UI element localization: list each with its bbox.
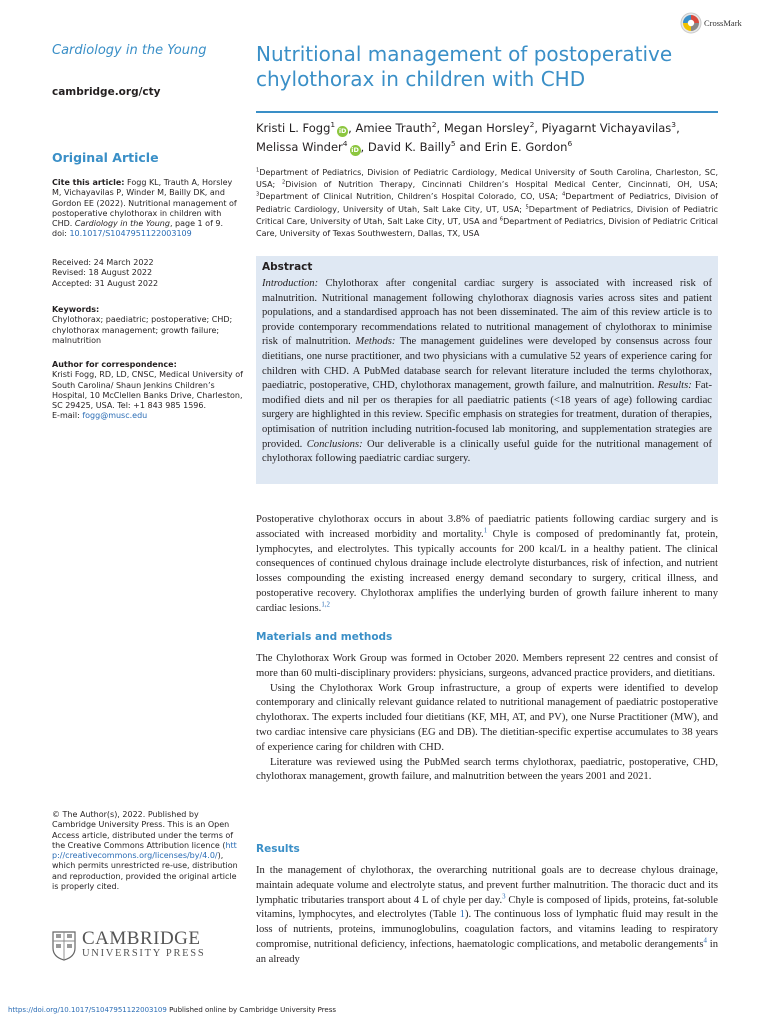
article-title: Nutritional management of postoperative chylothorax in children with CHD [256, 42, 673, 91]
author-name: Piyagarnt Vichayavilas [541, 121, 672, 135]
table-link[interactable]: 1 [459, 909, 465, 921]
author-affiliation-number: 3 [671, 120, 677, 130]
cite-text: Fogg KL, Trauth A, Horsley M, Vichayavilas P, Winder M, Bailly DK, and Gordon EE (2022). Nutritional management of postoperative chylothorax in children with CHD. [52, 178, 237, 229]
cambridge-crest-icon [52, 931, 76, 961]
accepted-date: Accepted: 31 August 2022 [52, 278, 159, 288]
intro-text-b: Chyle is composed of predominantly fat, protein, lymphocytes, and electrolytes. This typically accounts for 200 kcal/L in a healthy patient. The clinical consequences of continued chylous drainage include electrolyte disturbances, risk of infection, and nutrient losses compounding the existing increased energy demand secondary to surgery, critical illness, and postoperative recovery. Chylothorax amplifies the underlying burden of growth failure inherent to many cardiac lesions. [256, 528, 718, 614]
results-paragraph-1 [256, 864, 718, 968]
journal-url[interactable]: cambridge.org/cty [52, 86, 161, 98]
affiliation-number: 3 [256, 191, 260, 198]
author-name: Amiee Trauth [355, 121, 432, 135]
abstract-intro: Chylothorax after congenital cardiac surgery is associated with increased risk of malnutrition. Nutritional management following chylothorax diagnosis varies across sites and patient populations, and a standardised approach has not been disseminated. The aim of this review article is to provide contemporary recommendations related to nutritional management of chylothorax to minimise risk of malnutrition. [262, 278, 712, 348]
orcid-icon[interactable]: iD [338, 127, 347, 135]
results-text-c: ). The continuous loss of lymphatic fluid may result in the loss of nutrients, proteins, immunoglobulins, coagulation factors, and vitamins leading to respiratory compromise, nutritional deficiency, infections, haematologic complications, and metabolic derangements [256, 909, 718, 950]
keywords-text: Chylothorax; paediatric; postoperative; CHD; chylothorax management; growth failure; malnutrition [52, 315, 233, 345]
author-list [256, 119, 718, 157]
author-name: Melissa Winder [256, 140, 343, 154]
ref-link[interactable]: 4 [703, 937, 707, 945]
page-footer [8, 1006, 336, 1014]
author-separator: and [455, 140, 485, 154]
author-separator: , [676, 121, 680, 135]
abstract-box [256, 256, 718, 484]
abstract-conclusions: Our deliverable is a clinically useful guide for the nutritional management of chylothorax following paediatric cardiac surgery. [262, 438, 712, 465]
abstract-results: Fat-modified diets and nil per os therapies for all paediatric patients (<18 years of age) following cardiac surgery are highlighted in this review. Specific emphasis on strategies for treatment, duration of therapies, optimisation of nutrition including nutrition-focused lab monitoring, and supplementation strategies are provided. [262, 380, 712, 450]
author-name: Kristi L. Fogg [256, 121, 331, 135]
cambridge-university-press-logo [52, 928, 212, 964]
abstract-heading: Abstract [262, 261, 313, 273]
license-block [52, 810, 242, 892]
cite-doi-link[interactable]: 10.1017/S1047951122003109 [69, 229, 192, 239]
email-label: E-mail: [52, 411, 83, 421]
results-text-d: in an already [256, 938, 719, 965]
ref-link[interactable]: 1,2 [321, 601, 330, 609]
affiliation-number: 4 [561, 191, 566, 198]
abstract-results-label: Results: [657, 380, 692, 392]
footer-published: Published online by Cambridge University Press [166, 1006, 337, 1014]
affiliation-text: Division of Nutrition Therapy, Cincinnati Children’s Hospital Medical Center, Cincinnati, OH, USA; [285, 180, 718, 190]
abstract-body [262, 277, 712, 467]
article-dates [52, 258, 244, 289]
author-separator: , [360, 140, 368, 154]
citation-block [52, 178, 244, 240]
abstract-conclusions-label: Conclusions: [306, 438, 363, 450]
logo-line-2: UNIVERSITY PRESS [82, 948, 206, 959]
cite-journal: Cardiology in the Young [74, 219, 170, 229]
title-divider [256, 111, 718, 113]
affiliation-text: Department of Pediatrics, Division of Pediatric Critical Care, University of Texas Southwestern, Dallas, TX, USA [256, 216, 718, 239]
received-date: Received: 24 March 2022 [52, 258, 154, 267]
keywords-block [52, 305, 244, 346]
affiliation-text: Department of Pediatrics, Division of Pediatric Critical Care, University of Utah, Salt Lake City, UT, USA and [256, 204, 719, 226]
author-line-1 [256, 119, 718, 138]
affiliation-text: Department of Pediatrics, Division of Pediatric Cardiology, University of Utah, Salt Lake City, UT, USA; [256, 192, 719, 214]
author-affiliation-number: 1 [330, 120, 336, 130]
affiliation-text: Department of Pediatrics, Division of Pediatric Cardiology, Medical University of South Carolina, Charleston, SC, USA; [256, 168, 718, 190]
abstract-methods: The management guidelines were developed by consensus across four dietitians, one nurse practitioner, and two physicians with a cumulative 52 years of experience caring for children with CHD. A PubMed database search for relevant literature included the terms chylothorax, paediatric, postoperative, CHD, chylothorax management, growth failure, and malnutrition. [262, 336, 713, 392]
abstract-intro-label: Introduction: [262, 278, 319, 289]
author-affiliation-number: 2 [529, 120, 535, 130]
license-link[interactable]: http://creativecommons.org/licenses/by/4.0/ [52, 840, 237, 861]
intro-paragraph [256, 513, 718, 617]
ref-link[interactable]: 3 [502, 893, 506, 901]
author-line-2 [256, 138, 718, 157]
author-name: Erin E. Gordon [484, 140, 568, 154]
orcid-icon[interactable]: iD [351, 146, 359, 154]
methods-section [256, 652, 718, 785]
ref-link[interactable]: 1 [483, 527, 488, 535]
keywords-label: Keywords: [52, 305, 100, 314]
correspondence-block [52, 360, 244, 422]
introduction-section [256, 513, 718, 617]
crossmark-badge[interactable] [680, 12, 742, 34]
results-text-a: In the management of chylothorax, the overarching nutritional goals are to decrease chylous drainage, maintain adequate volume and electrolyte status, and prevent further malnutrition. The thoracic duct and its lymphatic tributaries transport about 4 L of chyle per day. [256, 865, 718, 906]
license-text-1: © The Author(s), 2022. Published by Cambridge University Press. This is an Open Access article, distributed under the terms of the Creative Commons Attribution licence ( [52, 810, 234, 850]
logo-line-1: CAMBRIDGE [82, 928, 201, 949]
results-text-b: Chyle is composed of lipids, proteins, fat-soluble vitamins, lymphocytes, and electrolytes (Table [256, 894, 718, 921]
affiliation-number: 6 [499, 216, 504, 223]
methods-heading: Materials and methods [256, 631, 393, 643]
correspondence-label: Author for correspondence: [52, 360, 177, 369]
affiliation-text: Department of Clinical Nutrition, Children’s Hospital Colorado, CO, USA; [259, 192, 562, 202]
crossmark-label: CrossMark [704, 18, 742, 28]
abstract-methods-label: Methods: [355, 336, 396, 348]
license-text-2: ), which permits unrestricted re-use, distribution and reproduction, provided the original article is properly cited. [52, 851, 238, 892]
cite-label: Cite this article: [52, 178, 125, 187]
methods-paragraph-2: Using the Chylothorax Work Group infrastructure, a group of experts were identified to develop contemporary and clinically relevant guidance related to nutritional management of paediatric postoperative chylothorax. The experts included four dietitians (KF, MH, AT, and PV), one Nurse Practitioner (MW), and two cardiac intensive care physicians (EG and DB). The dietitian-specific expertise accumulates to 38 years of experience caring for children with CHD. [256, 682, 718, 753]
author-name: David K. Bailly [367, 140, 451, 154]
author-affiliation-number: 5 [450, 139, 456, 149]
intro-text-a: Postoperative chylothorax occurs in about 3.8% of paediatric patients following cardiac surgery and is associated with increased morbidity and mortality. [256, 514, 718, 540]
methods-paragraph-3: Literature was reviewed using the PubMed search terms chylothorax, paediatric, postoperative, CHD, chylothorax management, growth failure, and malnutrition between the years 2001 and 2021. [256, 756, 718, 783]
author-affiliation-number: 4 [342, 139, 348, 149]
correspondence-email-link[interactable]: fogg@musc.edu [82, 411, 148, 421]
affiliation-number: 5 [525, 203, 529, 210]
author-affiliation-number: 6 [567, 139, 573, 149]
footer-doi-link[interactable]: https://doi.org/10.1017/S1047951122003109 [8, 1006, 167, 1014]
author-name: Megan Horsley [443, 121, 530, 135]
affiliation-number: 2 [281, 179, 286, 186]
results-section [256, 864, 718, 968]
cite-pages: , page 1 of 9. [169, 219, 224, 229]
author-separator: , [436, 121, 444, 135]
affiliation-number: 1 [256, 167, 260, 174]
author-affiliation-number: 2 [431, 120, 437, 130]
crossmark-icon [680, 12, 702, 34]
author-separator: , [534, 121, 542, 135]
cite-doi-label: doi: [52, 229, 70, 239]
results-heading: Results [256, 843, 300, 855]
methods-paragraph-1: The Chylothorax Work Group was formed in October 2020. Members represent 22 centres and consist of more than 60 multi-disciplinary providers: physicians, surgeons, advanced practice providers, and dietitians. [256, 653, 718, 679]
article-type: Original Article [52, 150, 159, 165]
correspondence-text: Kristi Fogg, RD, LD, CNSC, Medical University of South Carolina/ Shaun Jenkins Children’s Hospital, 10 McClellen Banks Drive, Charleston, SC 29425, USA. Tel: +1 843 985 1596. [52, 370, 243, 411]
journal-name: Cardiology in the Young [52, 43, 207, 58]
revised-date: Revised: 18 August 2022 [52, 268, 153, 278]
author-separator: , [348, 121, 356, 135]
affiliations [256, 167, 718, 240]
